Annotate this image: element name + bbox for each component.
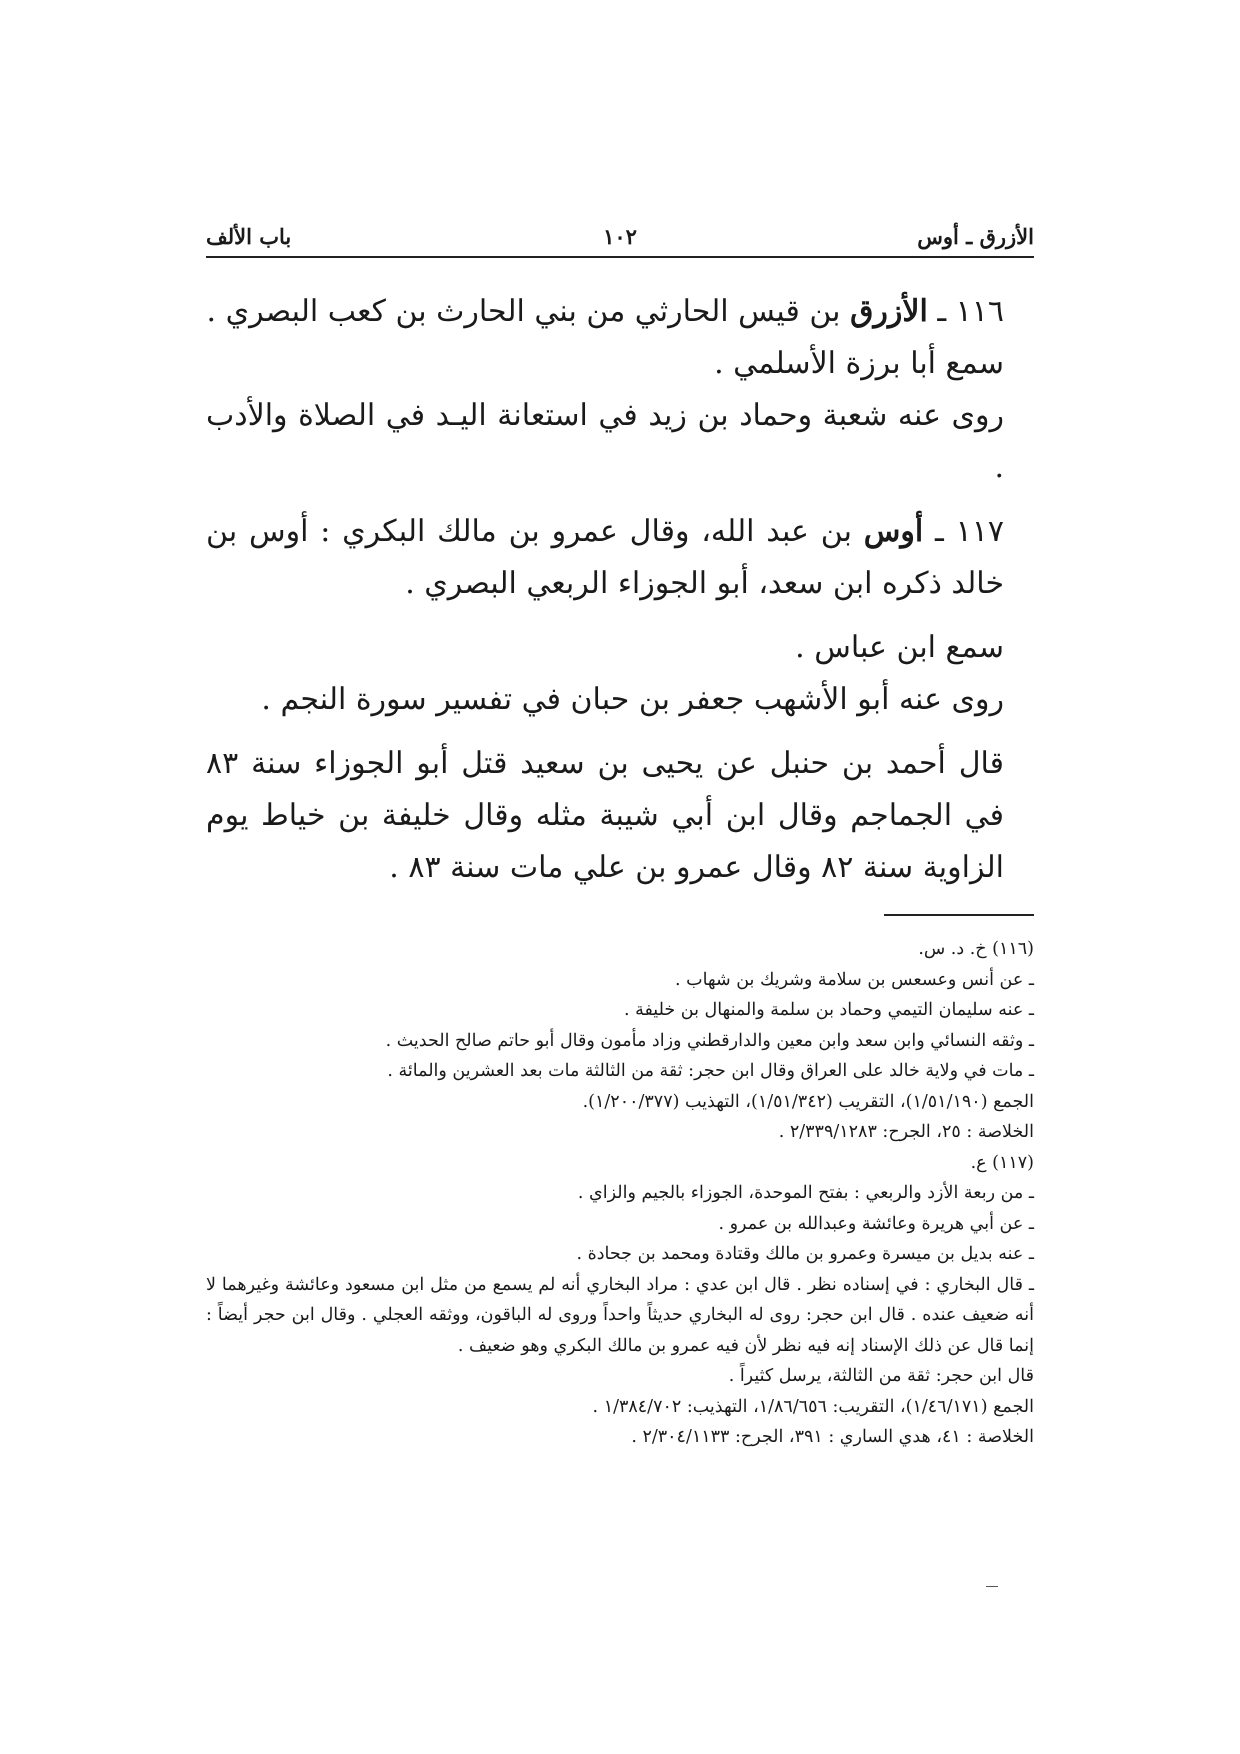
footnote-line: الجمع (١/٤٦/١٧١)، التقريب: ١/٨٦/٦٥٦، التهذيب: ١/٣٨٤/٧٠٢ .: [592, 1396, 1034, 1417]
entry-116: [206, 286, 1034, 494]
entry-name: أوس: [863, 514, 924, 549]
footnote-line: ـ وثقه النسائي وابن سعد وابن معين والدارقطني وزاد مأمون وقال أبو حاتم صالح الحديث .: [385, 1030, 1034, 1051]
footnote-line: ـ عنه بديل بن ميسرة وعمرو بن مالك وقتادة ومحمد بن جحادة .: [576, 1244, 1034, 1264]
footnote-line: ـ عن أبي هريرة وعائشة وعبدالله بن عمرو .: [718, 1213, 1034, 1234]
footnote-line: ـ مات في ولاية خالد على العراق وقال ابن حجر: ثقة من الثالثة مات بعد العشرين والمائة .: [387, 1061, 1034, 1081]
entry-text: سمع ابن عباس .: [795, 630, 1004, 665]
entry-number: ١١٦ ـ: [937, 294, 1004, 329]
header-entry-range: الأزرق ـ أوس: [917, 224, 1034, 249]
footnote-ref: (١١٧) ع.: [970, 1152, 1034, 1173]
entry-heading: [206, 286, 1034, 338]
entry-text: روى عنه أبو الأشهب جعفر بن حبان في تفسير سورة النجم .: [261, 682, 1004, 717]
page-number: ١٠٢: [603, 224, 637, 249]
entry-text: سمع أبا برزة الأسلمي .: [714, 346, 1004, 381]
running-header: [206, 222, 1034, 256]
entry-text: روى عنه شعبة وحماد بن زيد في استعانة اليـد في الصلاة والأدب .: [206, 398, 1004, 485]
footnotes: [206, 934, 1034, 1453]
footnote-rule: [884, 914, 1034, 916]
entry-number: ١١٧ ـ: [935, 514, 1004, 549]
footnote-116: [206, 934, 1034, 1148]
header-rule: [206, 256, 1034, 258]
entry-heading: [206, 506, 1034, 610]
entry-text: قال أحمد بن حنبل عن يحيى بن سعيد قتل أبو الجوزاء سنة ٨٣ في الجماجم وقال ابن أبي شيبة مثله وقال خليفة بن خياط يوم الزاوية سنة ٨٢ وقال عمرو بن علي مات سنة ٨٣ .: [206, 746, 1004, 885]
entry-text: بن قيس الحارثي من بني الحارث بن كعب البصري .: [206, 294, 841, 329]
scan-mark: [986, 1586, 998, 1587]
header-chapter-title: باب الألف: [206, 224, 292, 249]
footnote-line: قال ابن حجر: ثقة من الثالثة، يرسل كثيراً .: [728, 1366, 1034, 1386]
footnote-line: ـ من ربعة الأزد والربعي : بفتح الموحدة، الجوزاء بالجيم والزاي .: [577, 1183, 1034, 1203]
footnote-117: [206, 1148, 1034, 1453]
footnote-line: الجمع (١/٥١/١٩٠)، التقريب (١/٥١/٣٤٢)، التهذيب (١/٢٠٠/٣٧٧).: [582, 1091, 1034, 1112]
footnote-line: ـ عن أنس وعسعس بن سلامة وشريك بن شهاب .: [675, 969, 1034, 990]
entry-117: [206, 506, 1034, 894]
footnote-line: ـ عنه سليمان التيمي وحماد بن سلمة والمنهال بن خليفة .: [623, 1000, 1034, 1020]
footnote-ref: (١١٦) خ. د. س.: [918, 939, 1034, 959]
entry-text: بن عبد الله، وقال عمرو بن مالك البكري : أوس بن خالد ذكره ابن سعد، أبو الجوزاء الربعي البصري .: [206, 514, 1004, 601]
footnote-line: الخلاصة : ٤١، هدي الساري : ٣٩١، الجرح: ٢/٣٠٤/١١٣٣ .: [631, 1427, 1034, 1447]
footnote-line: ـ قال البخاري : في إسناده نظر . قال ابن عدي : مراد البخاري أنه لم يسمع من مثل ابن مسعود وعائشة وغيرهما لا أنه ضعيف عنده . قال ابن حجر: روى له البخاري حديثاً واحداً وروى له الباقون، ووثقه العجلي . وقال ابن حجر أيضاً : إنما قال عن ذلك الإسناد إنه فيه نظر لأن فيه عمرو بن مالك البكري وهو ضعيف .: [206, 1274, 1034, 1356]
book-page: [206, 222, 1034, 1453]
footnote-line: الخلاصة : ٢٥، الجرح: ٢/٣٣٩/١٢٨٣ .: [778, 1122, 1034, 1142]
entry-name: الأزرق: [850, 294, 928, 329]
footnote-separator: [206, 894, 1034, 934]
